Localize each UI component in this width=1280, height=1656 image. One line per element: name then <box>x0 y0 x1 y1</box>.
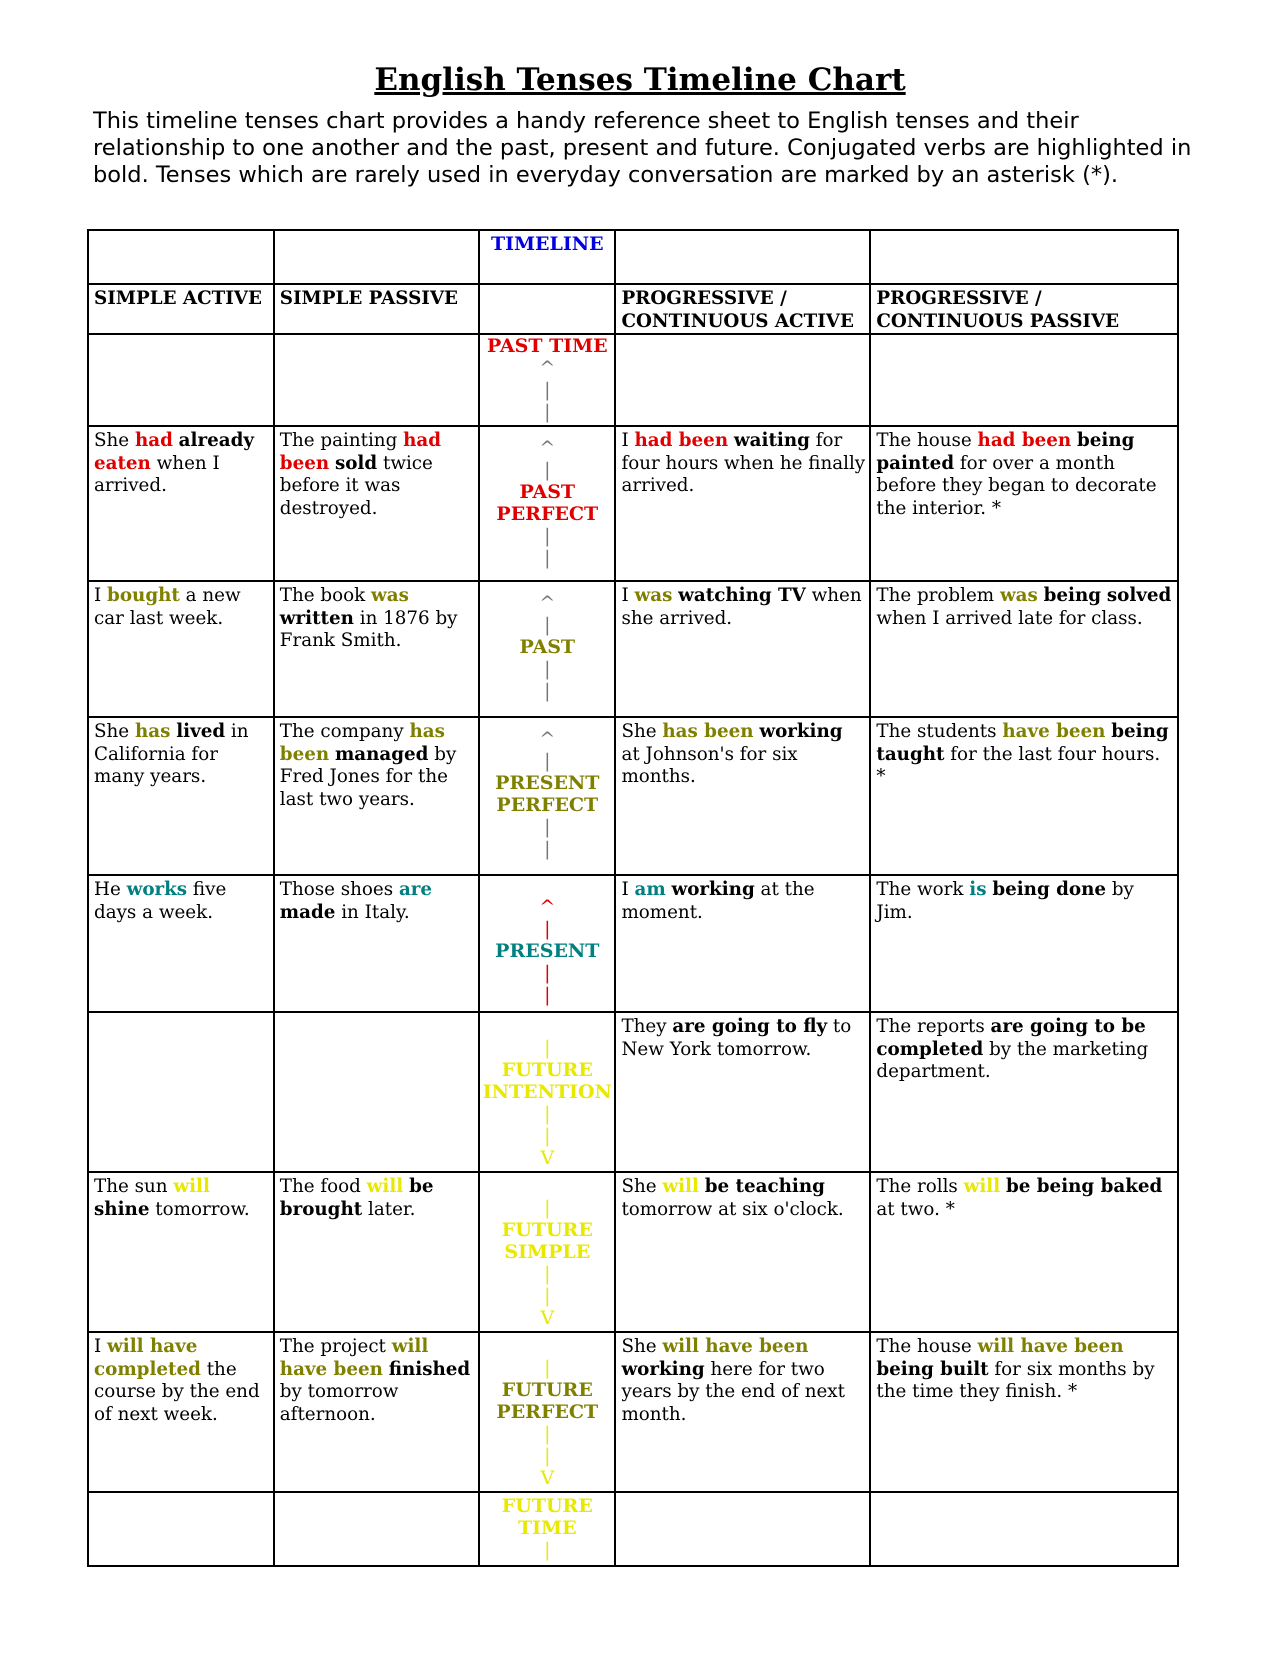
timeline-bar: | <box>544 1445 551 1467</box>
arrow-up-icon: ^ <box>539 896 556 918</box>
timeline-bar: | <box>544 918 551 940</box>
arrow-up-icon: ^ <box>539 728 556 750</box>
arrow-up-icon: ^ <box>539 437 556 459</box>
timeline-bar: | <box>544 459 551 481</box>
header-simple-passive: SIMPLE PASSIVE <box>274 284 479 334</box>
row-present <box>88 875 1178 1012</box>
header-row-top <box>88 230 1178 284</box>
timeline-header-cell <box>479 230 615 284</box>
page-title: English Tenses Timeline Chart <box>374 62 906 98</box>
timeline-bar: | <box>544 1037 551 1059</box>
cell-past-progressive-active: I was watching TV when she arrived. <box>615 581 870 717</box>
cell-past-simple-active: I bought a new car last week. <box>88 581 274 717</box>
timeline-cell-present <box>479 875 615 1012</box>
timeline-cell-past-perfect <box>479 426 615 581</box>
timeline-label-present-perfect: PRESENT PERFECT <box>495 772 600 816</box>
timeline-label-future-intention: FUTURE INTENTION <box>482 1059 612 1103</box>
timeline-label-past-perfect: PAST PERFECT <box>496 481 599 525</box>
cell-past-perfect-simple-active: She had already eaten when I arrived. <box>88 426 274 581</box>
timeline-bar: | <box>544 1539 551 1561</box>
cell-past-perfect-progressive-passive: The house had been being painted for over a month before they began to decorate the interior. * <box>870 426 1178 581</box>
timeline-bar: | <box>544 1103 551 1125</box>
timeline-cell-future-intention <box>479 1012 615 1172</box>
timeline-bar: | <box>544 379 551 401</box>
timeline-bar: | <box>544 1357 551 1379</box>
cell-future-simple-progressive-active: She will be teaching tomorrow at six o'clock. <box>615 1172 870 1332</box>
timeline-label-past: PAST <box>519 636 576 658</box>
tenses-table <box>87 229 1179 1567</box>
timeline-bar: | <box>544 614 551 636</box>
timeline-bar: | <box>544 680 551 702</box>
intro-paragraph: This timeline tenses chart provides a handy reference sheet to English tenses and their relationship to one another and the past, present and future. Conjugated verbs are highlighted in bold. Tenses which are rarely used in everyday conversation are marked by an asterisk (*). <box>93 108 1192 188</box>
timeline-bar: | <box>544 816 551 838</box>
timeline-label-past-time: PAST TIME <box>486 335 608 357</box>
header-progressive-passive: PROGRESSIVE / CONTINUOUS PASSIVE <box>870 284 1178 334</box>
arrow-down-icon: V <box>540 1147 555 1169</box>
timeline-label-future-simple: FUTURE SIMPLE <box>501 1219 593 1263</box>
row-future-simple <box>88 1172 1178 1332</box>
timeline-bar: | <box>544 525 551 547</box>
arrow-up-icon: ^ <box>539 592 556 614</box>
cell-past-simple-passive: The book was written in 1876 by Frank Smith. <box>274 581 479 717</box>
header-row <box>88 284 1178 334</box>
timeline-bar: | <box>544 984 551 1006</box>
timeline-cell-past-time <box>479 334 615 426</box>
cell-future-simple-simple-passive: The food will be brought later. <box>274 1172 479 1332</box>
header-simple-active: SIMPLE ACTIVE <box>88 284 274 334</box>
cell-present-simple-passive: Those shoes are made in Italy. <box>274 875 479 1012</box>
timeline-cell-future-simple <box>479 1172 615 1332</box>
row-past <box>88 581 1178 717</box>
cell-future-simple-progressive-passive: The rolls will be being baked at two. * <box>870 1172 1178 1332</box>
timeline-cell-future-time <box>479 1492 615 1566</box>
header-progressive-active: PROGRESSIVE / CONTINUOUS ACTIVE <box>615 284 870 334</box>
timeline-label-present: PRESENT <box>495 940 600 962</box>
timeline-header: TIMELINE <box>490 233 604 255</box>
timeline-bar: | <box>544 750 551 772</box>
row-present-perfect <box>88 717 1178 875</box>
timeline-bar: | <box>544 1197 551 1219</box>
timeline-bar: | <box>544 547 551 569</box>
timeline-bar: | <box>544 1285 551 1307</box>
cell-future-perfect-progressive-active: She will have been working here for two years by the end of next month. <box>615 1332 870 1492</box>
cell-future-perfect-simple-active: I will have completed the course by the end of next week. <box>88 1332 274 1492</box>
timeline-bar: | <box>544 401 551 423</box>
cell-future-intention-progressive-active: They are going to fly to New York tomorrow. <box>615 1012 870 1172</box>
timeline-cell-present-perfect <box>479 717 615 875</box>
cell-present-perfect-simple-passive: The company has been managed by Fred Jones for the last two years. <box>274 717 479 875</box>
timeline-cell-future-perfect <box>479 1332 615 1492</box>
arrow-down-icon: V <box>540 1467 555 1489</box>
cell-future-simple-simple-active: The sun will shine tomorrow. <box>88 1172 274 1332</box>
row-past-perfect <box>88 426 1178 581</box>
cell-present-progressive-active: I am working at the moment. <box>615 875 870 1012</box>
timeline-bar: | <box>544 1125 551 1147</box>
cell-future-perfect-progressive-passive: The house will have been being built for six months by the time they finish. * <box>870 1332 1178 1492</box>
timeline-label-future-perfect: FUTURE PERFECT <box>496 1379 599 1423</box>
cell-past-perfect-simple-passive: The painting had been sold twice before it was destroyed. <box>274 426 479 581</box>
cell-present-perfect-progressive-passive: The students have been being taught for the last four hours. * <box>870 717 1178 875</box>
cell-present-perfect-simple-active: She has lived in California for many years. <box>88 717 274 875</box>
cell-present-simple-active: He works five days a week. <box>88 875 274 1012</box>
timeline-bar: | <box>544 962 551 984</box>
cell-future-perfect-simple-passive: The project will have been finished by tomorrow afternoon. <box>274 1332 479 1492</box>
row-future-perfect <box>88 1332 1178 1492</box>
timeline-cell-past <box>479 581 615 717</box>
cell-present-perfect-progressive-active: She has been working at Johnson's for six months. <box>615 717 870 875</box>
arrow-up-icon: ^ <box>539 357 556 379</box>
row-future-time <box>88 1492 1178 1566</box>
row-past-time <box>88 334 1178 426</box>
cell-past-perfect-progressive-active: I had been waiting for four hours when he finally arrived. <box>615 426 870 581</box>
timeline-bar: | <box>544 1263 551 1285</box>
arrow-down-icon: V <box>540 1307 555 1329</box>
timeline-bar: | <box>544 1423 551 1445</box>
row-future-intention <box>88 1012 1178 1172</box>
timeline-label-future-time: FUTURE TIME <box>501 1495 593 1539</box>
cell-past-progressive-passive: The problem was being solved when I arrived late for class. <box>870 581 1178 717</box>
timeline-bar: | <box>544 838 551 860</box>
cell-future-intention-progressive-passive: The reports are going to be completed by the marketing department. <box>870 1012 1178 1172</box>
timeline-bar: | <box>544 658 551 680</box>
cell-present-progressive-passive: The work is being done by Jim. <box>870 875 1178 1012</box>
